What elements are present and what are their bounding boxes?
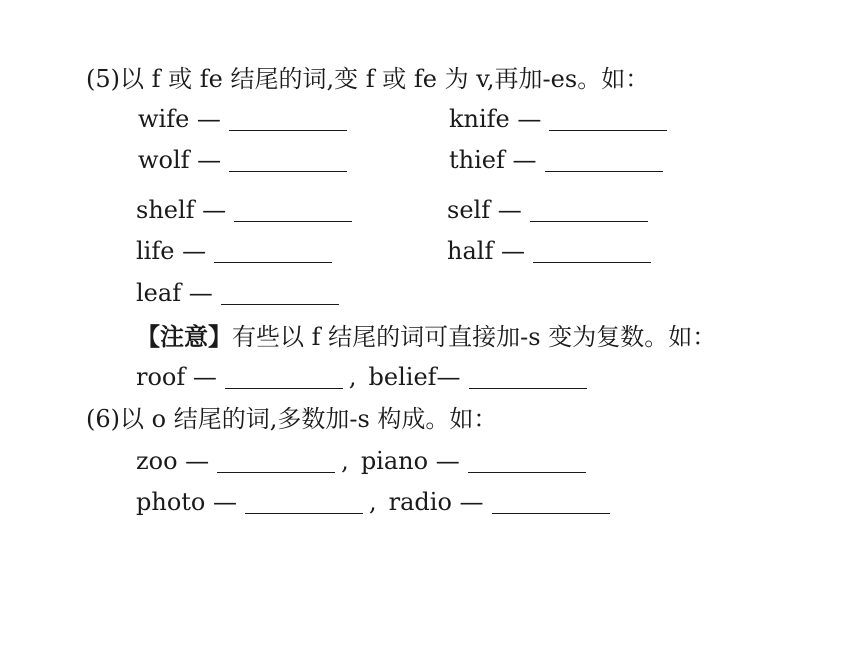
comma: ,	[341, 447, 349, 475]
item-word: wife —	[138, 105, 221, 133]
item-word: thief —	[449, 146, 537, 174]
item-word: shelf —	[136, 196, 227, 224]
answer-blank[interactable]	[245, 491, 363, 514]
answer-blank[interactable]	[533, 240, 651, 263]
answer-blank[interactable]	[545, 149, 663, 172]
note-examples	[136, 362, 587, 392]
item-thief	[449, 145, 663, 175]
comma: ,	[369, 488, 377, 516]
answer-blank[interactable]	[214, 240, 332, 263]
note-line	[136, 322, 716, 352]
answer-blank[interactable]	[234, 199, 352, 222]
item-life	[136, 236, 332, 266]
answer-blank[interactable]	[492, 491, 610, 514]
answer-blank[interactable]	[225, 366, 343, 389]
section-5-heading: (5)以 f 或 fe 结尾的词,变 f 或 fe 为 v,再加-es。如：	[86, 65, 650, 93]
section-6-heading: (6)以 o 结尾的词,多数加-s 构成。如：	[86, 405, 498, 433]
item-self	[447, 195, 648, 225]
section-6-row-1	[136, 446, 586, 476]
item-word: self —	[447, 196, 522, 224]
item-shelf	[136, 195, 352, 225]
item-word: photo —	[136, 488, 237, 516]
answer-blank[interactable]	[468, 450, 586, 473]
item-word: wolf —	[138, 146, 222, 174]
answer-blank[interactable]	[217, 450, 335, 473]
item-word: radio —	[388, 488, 484, 516]
answer-blank[interactable]	[549, 108, 667, 131]
item-word: belief—	[368, 363, 461, 391]
item-word: leaf —	[136, 279, 213, 307]
answer-blank[interactable]	[229, 108, 347, 131]
comma: ,	[348, 363, 357, 391]
item-word: piano —	[360, 447, 460, 475]
item-wife	[138, 104, 347, 134]
item-half	[447, 236, 651, 266]
item-knife	[449, 104, 667, 134]
item-wolf	[138, 145, 347, 175]
item-word: roof —	[136, 363, 217, 391]
note-tag: 【注意】	[136, 323, 232, 351]
section-6-row-2	[136, 487, 610, 517]
answer-blank[interactable]	[229, 149, 347, 172]
answer-blank[interactable]	[530, 199, 648, 222]
item-word: half —	[447, 237, 525, 265]
item-leaf	[136, 278, 339, 308]
item-word: knife —	[449, 105, 542, 133]
item-word: life —	[136, 237, 207, 265]
answer-blank[interactable]	[221, 282, 339, 305]
note-text: 有些以 f 结尾的词可直接加-s 变为复数。如：	[232, 323, 717, 351]
answer-blank[interactable]	[469, 366, 587, 389]
item-word: zoo —	[136, 447, 210, 475]
